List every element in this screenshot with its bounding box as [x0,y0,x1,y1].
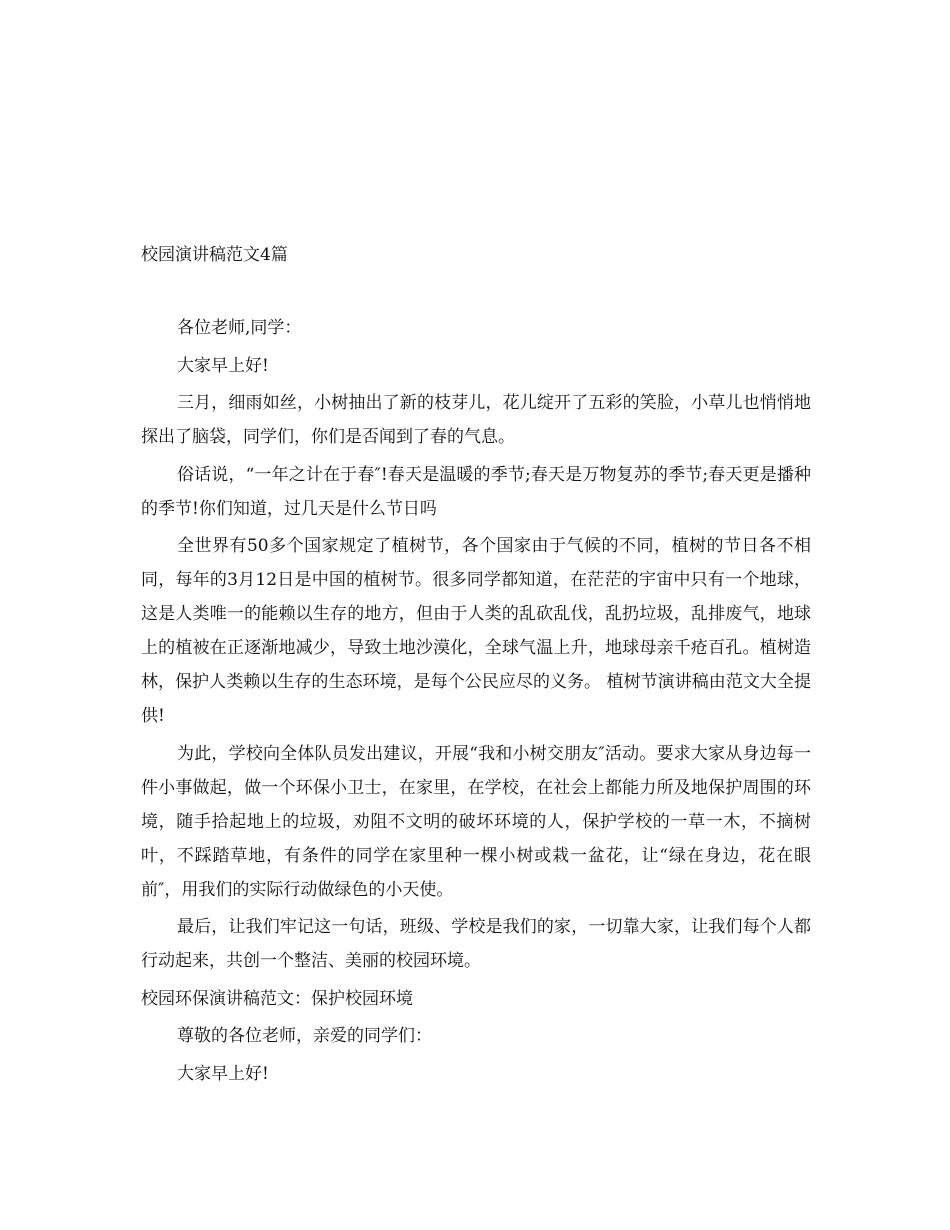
section-heading: 校园环保演讲稿范文：保护校园环境 [141,988,413,1009]
paragraph-proverb: 俗话说，“一年之计在于春″!春天是温暖的季节;春天是万物复苏的季节;春天更是播种的季节!你们知道，过几天是什么节日吗 [141,464,811,519]
paragraph-greeting: 各位老师,同学： [177,318,302,338]
paragraph-good-morning-2: 大家早上好! [177,1063,269,1084]
document-title: 校园演讲稿范文4篇 [141,245,288,265]
paragraph-conclusion: 最后，让我们牢记这一句话，班级、学校是我们的家，一切靠大家，让我们每个人都行动起来，共创一个整洁、美丽的校园环境。 [141,917,811,971]
paragraph-greeting-2: 尊敬的各位老师，亲爱的同学们： [177,1026,432,1046]
document-body [141,311,811,1094]
paragraph-proposal: 为此，学校向全体队员发出建议，开展“我和小树交朋友″活动。要求大家从身边每一件小事做起，做一个环保小卫士，在家里，在学校，在社会上都能力所及地保护周围的环境，随手拾起地上的垃圾，劝阻不文明的破坏环境的人，保护学校的一草一木，不摘树叶，不踩踏草地，有条件的同学在家里种一棵小树或栽一盆花，让“绿在身边，花在眼前″，用我们的实际行动做绿色的小天使。 [141,743,811,900]
paragraph-good-morning: 大家早上好! [177,355,269,376]
paragraph-spring: 三月，细雨如丝，小树抽出了新的枝芽儿，花儿绽开了五彩的笑脸，小草儿也悄悄地探出了脑袋，同学们，你们是否闻到了春的气息。 [141,393,811,447]
paragraph-arbor-day: 全世界有50多个国家规定了植树节，各个国家由于气候的不同，植树的节日各不相同，每年的3月12日是中国的植树节。很多同学都知道，在茫茫的宇宙中只有一个地球，这是人类唯一的能赖以生存的地方，但由于人类的乱砍乱伐，乱扔垃圾，乱排废气，地球上的植被在正逐渐地减少，导致土地沙漠化，全球气温上升，地球母亲千疮百孔。植树造林，保护人类赖以生存的生态环境，是每个公民应尽的义务。 植树节演讲稿由范文大全提供! [141,536,811,726]
